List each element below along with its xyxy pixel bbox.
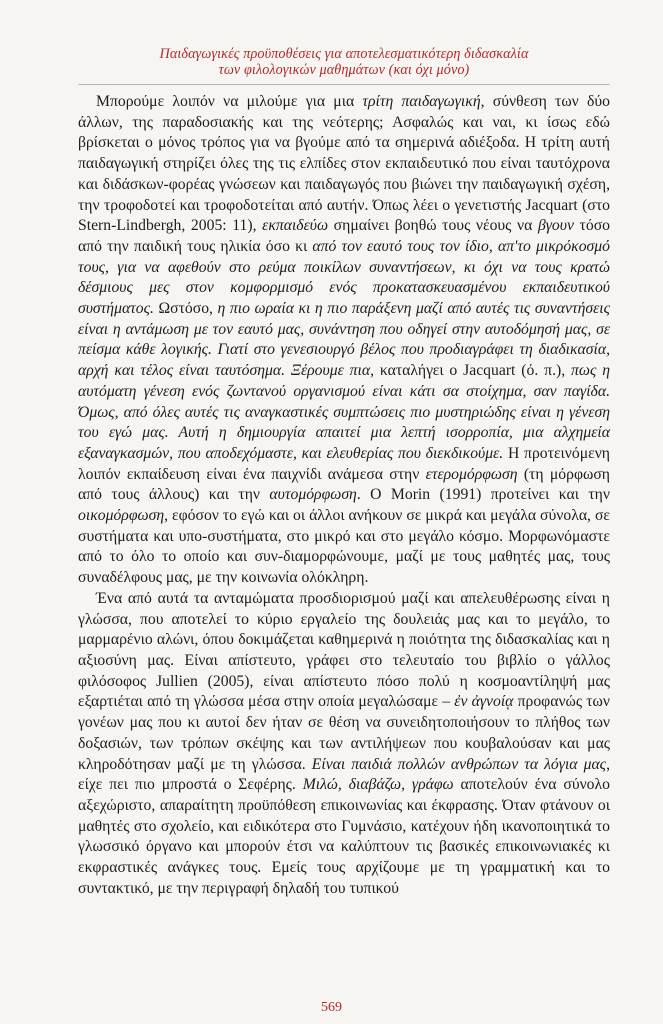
paragraph-2	[78, 589, 610, 900]
italic-run: οικομόρφωση	[78, 507, 165, 525]
italic-run: ἐν ἀγνοίᾳ	[454, 693, 514, 711]
text-run: προφανώς των γονέων μας που κι αυτοί δεν ήταν σε θέση να συνειδητοποιήσουν το πλήθος των δοξασιών, των τρόπων σκέψης και των αντιλήψεων που κουβαλούσαν και μας κληροδότησαν μαζί με τη γλώσσα.	[78, 693, 610, 773]
running-header-line-1: Παιδαγωγικές προϋποθέσεις για αποτελεσματικότερη διδασκαλία	[159, 46, 529, 62]
text-run: Ένα από αυτά τα ανταμώματα προσδιορισμού μαζί και απελευθέρωσης είναι η γλώσσα, που αποτελεί το κύριο εργαλείο της δουλειάς μας και το μεγάλο, το μαρμαρένιο αλώνι, όπου δοκιμάζεται καθημερινά η ποιότητα της διδασκαλίας και η αξιοσύνη μας. Είναι απίστευτο, γράφει στο τελευταίο του βιβλίο ο γάλλος φιλόσοφος Jullien (2005), είναι απίστευτο πόσο πολύ η κοσμοαντίληψή μας εξαρτιέται από τη γλώσσα μέσα στην οποία μεγαλώσαμε –	[78, 589, 610, 711]
paragraph-1	[78, 92, 610, 589]
text-run: αποτελούν ένα σύνολο αξεχώριστο, απαραίτητη προϋπόθεση επικοινωνίας και έκφρασης. Όταν φτάνουν οι μαθητές στο σχολείο, και ειδικότερα στο Γυμνάσιο, κατέχουν ήδη ικανοποιητικά το γλωσσικό όργανο και μπορούν έτσι να καλύπτουν τις βασικές επικοινωνιακές κι εκφραστικές ανάγκες τους. Εμείς τους αρχίζουμε με τη γραμματική και το συντακτικό, με την περιγραφή δηλαδή του τυπικού	[78, 776, 610, 897]
italic-run: εκπαιδεύω	[262, 217, 329, 235]
italic-run: αυτομόρφωση	[269, 486, 357, 504]
text-run: Η προτεινόμενη λοιπόν εκπαίδευση είναι ένα παιχνίδι ανάμεσα στην	[78, 444, 610, 483]
text-run: . Ο Morin (1991) προτείνει και την	[356, 486, 610, 504]
italic-run: από τον εαυτό τους τον ίδιο, απ'το μικρόκοσμό τους, για να αφεθούν στο ρεύμα ποικίλων συναντήσεων, κι όχι να τους κρατώ δέσμιους μες στον κομφορμισμό ενός προκατασκευασμένου εκπαιδευτικού συστήματος.	[78, 237, 610, 318]
text-run: , εφόσον το εγώ και οι άλλοι ανήκουν σε μικρά και μεγάλα σύνολα, σε συστήματα και υπο-συστήματα, στο μικρό και στο μεγάλο κόσμο. Μορφωνόμαστε από το όλο το οποίο και συν-διαμορφώνουμε, μαζί με τους μαθητές μας, τους συναδέλφους μας, με την κοινωνία ολόκληρη.	[78, 507, 610, 587]
italic-run: Είναι παιδιά πολλών ανθρώπων τα λόγια μας	[311, 755, 607, 773]
text-run: σημαίνει βοηθώ τους νέους να	[328, 217, 538, 235]
text-run: καταλήγει ο Jacquart (ό. π.),	[374, 362, 572, 380]
page-number: 569	[321, 1000, 342, 1015]
italic-run: Μιλώ, διαβάζω, γράφω	[302, 776, 454, 794]
text-run: Ωστόσο,	[153, 300, 218, 318]
italic-run: η πιο ωραία κι η πιο παράξενη μαζί από αυτές τις συναντήσεις είναι η αντάμωση με τον εαυτό μας, συνάντηση που οδηγεί στην αυτοδόμησή μας, σε πείσμα κάθε λογικής. Γιατί στο γενεσιουργό βέλος που προδιαγράφει τη διαδικασία, αρχή και τέλος είναι ταυτόσημα. Ξέρουμε πια,	[78, 300, 610, 380]
italic-run: ετερομόρφωση	[425, 465, 518, 483]
body-text	[78, 92, 610, 899]
header-rule	[78, 84, 610, 85]
running-header	[78, 46, 610, 78]
text-run: , σύνθεση των δύο άλλων, της παραδοσιακής και της νεότερης; Ασφαλώς και ναι, κι ίσως εδώ βρίσκεται ο μόνος τρόπος για να βγούμε από τα σημερινά αδιέξοδα. Η τρίτη αυτή παιδαγωγική στηρίζει όλες της τις ελπίδες στον εκπαιδευτικό που είναι ταυτόχρονα και διδάσκων-φορέας γνώσεων και παιδαγωγός που βιώνει την παιδαγωγική σχέση, την τροφοδοτεί και τροφοδοτείται από αυτήν. Όπως λέει ο γενετιστής Jacquart (στο Stern-Lindbergh, 2005: 11),	[78, 93, 610, 235]
text-run: (τη μόρφωση από τους άλλους) και την	[78, 465, 610, 504]
text-run: τόσο από την παιδική τους ηλικία όσο κι	[78, 217, 611, 255]
text-run: , είχε πει πιο μπροστά ο Σεφέρης.	[78, 755, 610, 794]
italic-run: πως η αυτόματη γένεση ενός ζωντανού οργανισμού είναι κάτι σα στοίχημα, σαν παγίδα. Όμως, από όλες αυτές τις αναγκαστικές συμπτώσεις πιο μυστηριώδης είναι η γένεση του εγώ μας. Αυτή η δημιουργία απαιτεί μια λεπτή ισορροπία, μια αλχημεία εξαναγκασμών, που αποδεχόμαστε, και ελευθερίας που διεκδικούμε.	[78, 362, 610, 462]
text-run: Μπορούμε λοιπόν να μιλούμε για μια	[96, 93, 363, 110]
italic-run: βγουν	[537, 217, 574, 235]
italic-run: τρίτη παιδαγωγική	[362, 93, 481, 110]
running-header-line-2: των φιλολογικών μαθημάτων (και όχι μόνο)	[218, 62, 470, 78]
